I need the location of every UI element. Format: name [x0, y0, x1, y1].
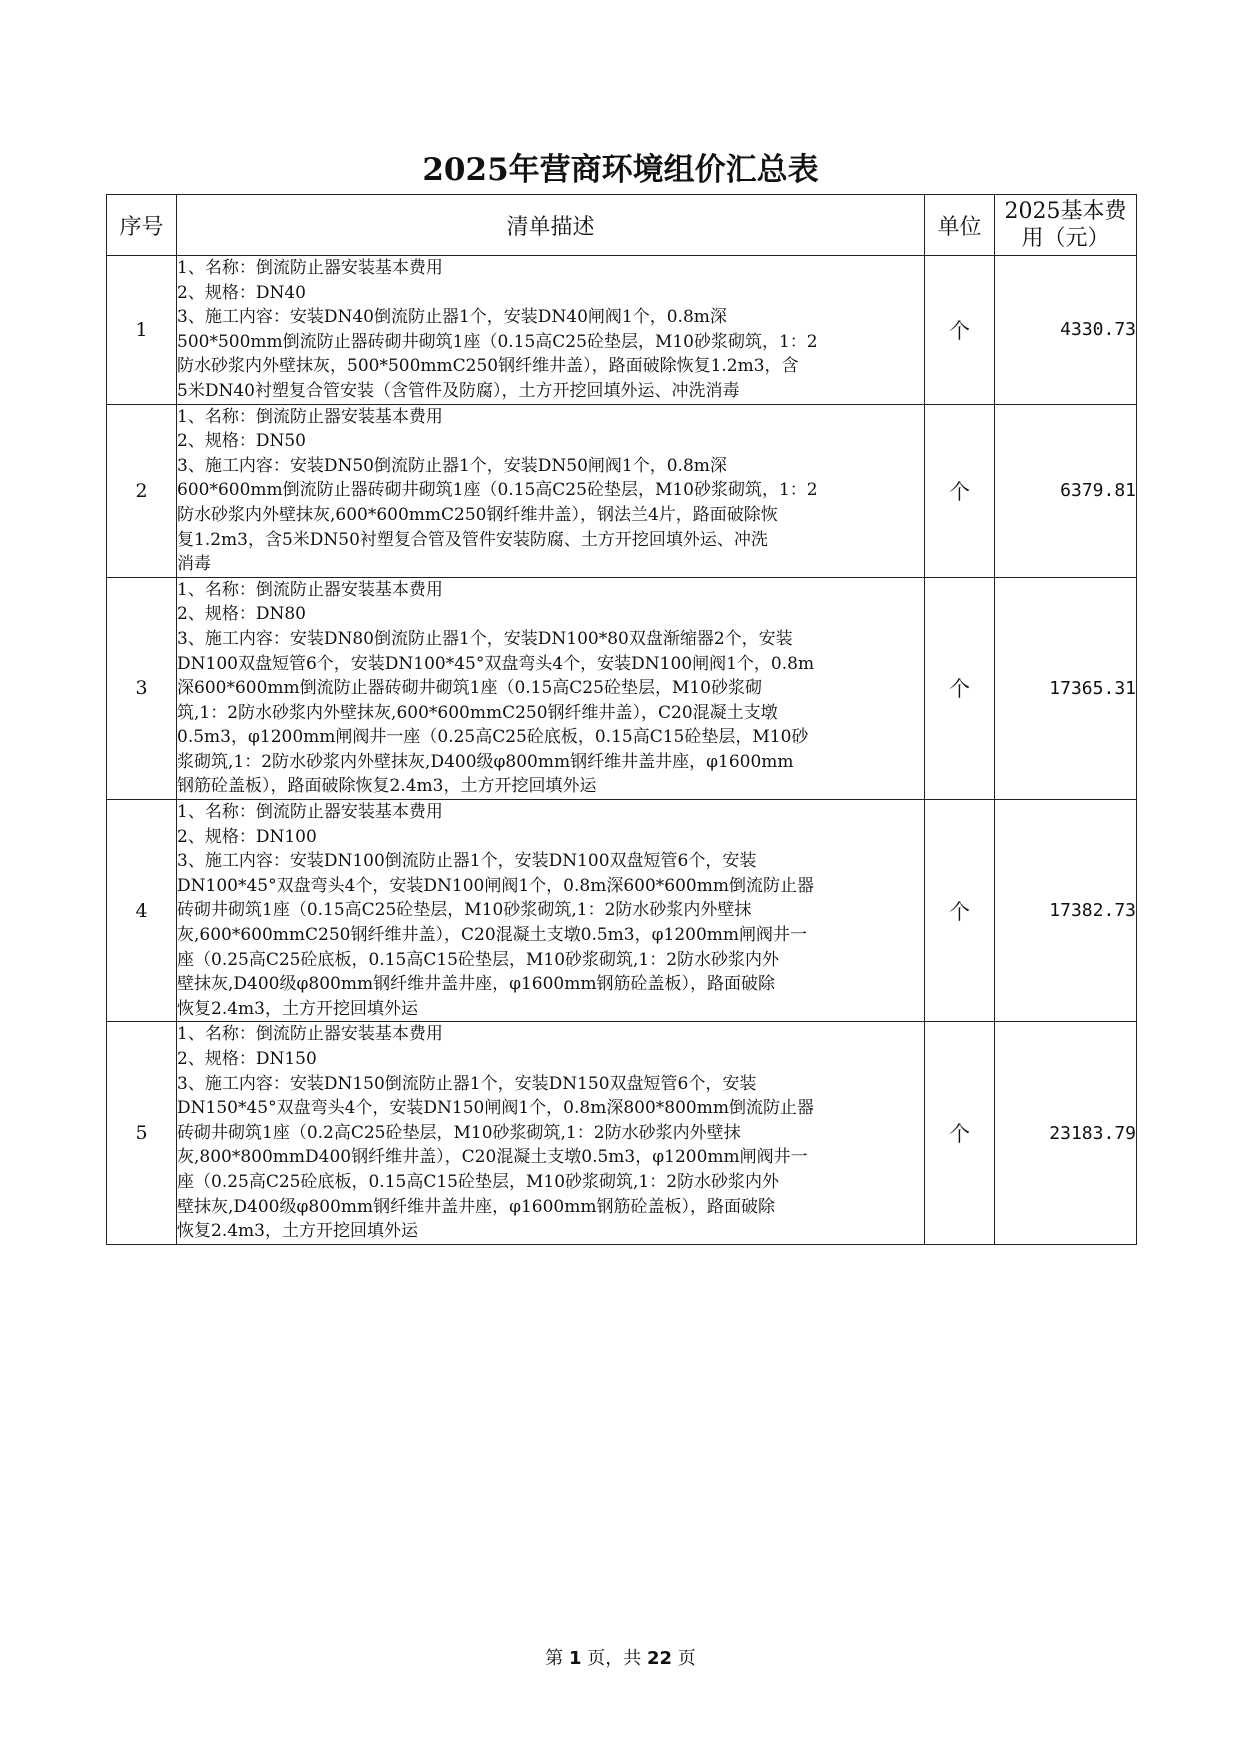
header-serial-number: 序号 [107, 195, 177, 256]
header-base-fee-line1: 2025基本费 [1004, 199, 1127, 224]
description-line: 600*600mm倒流防止器砖砌井砌筑1座（0.15高C25砼垫层，M10砂浆砌筑，1：2 [177, 480, 818, 501]
row-serial-number: 4 [107, 800, 177, 1022]
description-line: 2、规格：DN150 [177, 1049, 317, 1069]
header-base-fee-line2: 用（元） [1021, 226, 1110, 251]
row-unit: 个 [925, 577, 995, 799]
description-line: 500*500mm倒流防止器砖砌井砌筑1座（0.15高C25砼垫层，M10砂浆砌筑，1：2 [177, 331, 818, 352]
description-line: 5米DN40衬塑复合管安装（含管件及防腐），土方开挖回填外运、冲洗消毒 [177, 380, 740, 401]
row-base-fee: 4330.73 [995, 256, 1137, 405]
table-row [107, 577, 1137, 799]
header-unit: 单位 [925, 195, 995, 256]
description-line: 钢筋砼盖板），路面破除恢复2.4m3，土方开挖回填外运 [177, 776, 597, 797]
row-description [177, 577, 925, 799]
row-serial-number: 1 [107, 256, 177, 405]
row-base-fee: 17365.31 [995, 577, 1137, 799]
description-line: 砖砌井砌筑1座（0.15高C25砼垫层，M10砂浆砌筑,1：2防水砂浆内外壁抹 [177, 900, 752, 921]
description-line: 复1.2m3，含5米DN50衬塑复合管及管件安装防腐、土方开挖回填外运、冲洗 [177, 529, 768, 550]
row-unit: 个 [925, 800, 995, 1022]
description-line: 3、施工内容：安装DN100倒流防止器1个，安装DN100双盘短管6个，安装 [177, 851, 757, 872]
page-footer [0, 1644, 1241, 1670]
row-description [177, 256, 925, 405]
header-description: 清单描述 [177, 195, 925, 256]
description-line: 恢复2.4m3，土方开挖回填外运 [177, 998, 418, 1019]
row-description [177, 404, 925, 577]
description-line: 1、名称：倒流防止器安装基本费用 [177, 1024, 443, 1045]
description-line: 3、施工内容：安装DN50倒流防止器1个，安装DN50闸阀1个，0.8m深 [177, 455, 727, 476]
description-line: 筑,1：2防水砂浆内外壁抹灰,600*600mmC250钢纤维井盖），C20混凝土支墩 [177, 702, 778, 723]
row-unit: 个 [925, 404, 995, 577]
description-line: 3、施工内容：安装DN150倒流防止器1个，安装DN150双盘短管6个，安装 [177, 1073, 757, 1094]
description-line: 3、施工内容：安装DN40倒流防止器1个，安装DN40闸阀1个，0.8m深 [177, 307, 727, 328]
table-row [107, 1022, 1137, 1244]
description-line: 座（0.25高C25砼底板，0.15高C15砼垫层，M10砂浆砌筑,1：2防水砂浆内外 [177, 949, 780, 970]
description-line: 恢复2.4m3，土方开挖回填外运 [177, 1221, 418, 1242]
description-line: 深600*600mm倒流防止器砖砌井砌筑1座（0.15高C25砼垫层，M10砂浆砌 [177, 678, 762, 699]
row-base-fee: 23183.79 [995, 1022, 1137, 1244]
row-serial-number: 3 [107, 577, 177, 799]
row-serial-number: 2 [107, 404, 177, 577]
description-line: 防水砂浆内外壁抹灰,600*600mmC250钢纤维井盖），钢法兰4片，路面破除恢 [177, 504, 778, 525]
description-line: 灰,600*600mmC250钢纤维井盖），C20混凝土支墩0.5m3，φ1200mm闸阀井一 [177, 925, 808, 946]
footer-page-number: 1 [568, 1648, 582, 1669]
description-line: 1、名称：倒流防止器安装基本费用 [177, 258, 443, 278]
row-unit: 个 [925, 256, 995, 405]
row-base-fee: 6379.81 [995, 404, 1137, 577]
description-line: 1、名称：倒流防止器安装基本费用 [177, 802, 443, 823]
table-header-row [107, 195, 1137, 256]
description-line: 灰,800*800mmD400钢纤维井盖），C20混凝土支墩0.5m3，φ1200mm闸阀井一 [177, 1147, 808, 1168]
footer-prefix: 第 [545, 1648, 564, 1669]
footer-total-pages: 22 [646, 1648, 673, 1669]
row-unit: 个 [925, 1022, 995, 1244]
description-line: 2、规格：DN40 [177, 282, 306, 303]
row-description [177, 1022, 925, 1244]
row-description [177, 800, 925, 1022]
header-base-fee [995, 195, 1137, 256]
row-serial-number: 5 [107, 1022, 177, 1244]
description-line: 0.5m3，φ1200mm闸阀井一座（0.25高C25砼底板，0.15高C15砼垫层，M10砂 [177, 727, 809, 748]
table-row [107, 404, 1137, 577]
table-row [107, 800, 1137, 1022]
description-line: 2、规格：DN100 [177, 826, 317, 847]
description-line: 2、规格：DN50 [177, 431, 306, 452]
description-line: 座（0.25高C25砼底板，0.15高C15砼垫层，M10砂浆砌筑,1：2防水砂浆内外 [177, 1171, 780, 1192]
description-line: 壁抹灰,D400级φ800mm钢纤维井盖井座，φ1600mm钢筋砼盖板），路面破除 [177, 1196, 775, 1217]
description-line: DN150*45°双盘弯头4个，安装DN150闸阀1个，0.8m深800*800mm倒流防止器 [177, 1098, 814, 1119]
description-line: 壁抹灰,D400级φ800mm钢纤维井盖井座，φ1600mm钢筋砼盖板），路面破除 [177, 974, 775, 995]
price-summary-table [106, 194, 1137, 1245]
description-line: 浆砌筑,1：2防水砂浆内外壁抹灰,D400级φ800mm钢纤维井盖井座，φ1600mm [177, 751, 794, 772]
description-line: DN100*45°双盘弯头4个，安装DN100闸阀1个，0.8m深600*600mm倒流防止器 [177, 875, 814, 896]
description-line: 3、施工内容：安装DN80倒流防止器1个，安装DN100*80双盘渐缩器2个，安装 [177, 628, 793, 649]
description-line: 砖砌井砌筑1座（0.2高C25砼垫层，M10砂浆砌筑,1：2防水砂浆内外壁抹 [177, 1122, 741, 1143]
description-line: 防水砂浆内外壁抹灰，500*500mmC250钢纤维井盖），路面破除恢复1.2m3，含 [177, 356, 799, 377]
description-line: 1、名称：倒流防止器安装基本费用 [177, 406, 443, 427]
description-line: 消毒 [177, 554, 211, 575]
description-line: 1、名称：倒流防止器安装基本费用 [177, 579, 443, 600]
table-row [107, 256, 1137, 405]
footer-suffix: 页 [677, 1648, 696, 1669]
description-line: 2、规格：DN80 [177, 604, 306, 625]
row-base-fee: 17382.73 [995, 800, 1137, 1022]
footer-middle: 页，共 [587, 1648, 642, 1669]
page-title: 2025年营商环境组价汇总表 [422, 152, 819, 188]
description-line: DN100双盘短管6个，安装DN100*45°双盘弯头4个，安装DN100闸阀1个，0.8m [177, 653, 815, 674]
